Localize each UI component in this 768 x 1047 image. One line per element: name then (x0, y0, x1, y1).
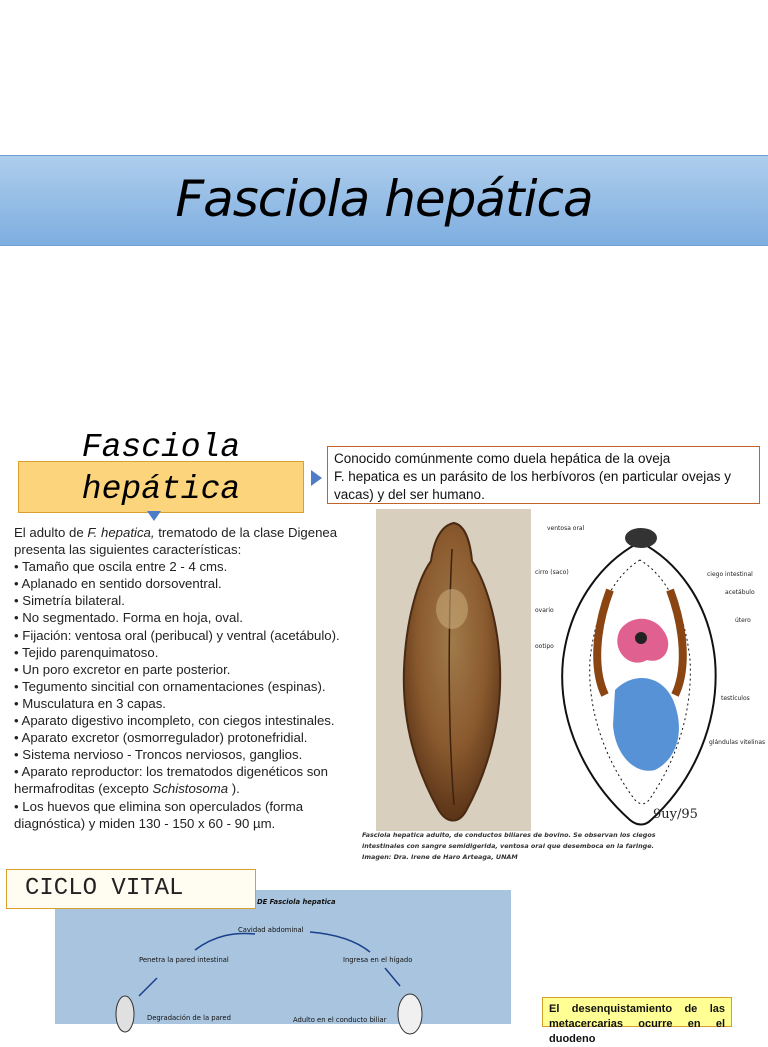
cycle-title: DE Fasciola hepatica (257, 898, 336, 906)
description-line1: Conocido comúnmente como duela hepática de la oveja (334, 451, 671, 466)
intro-text-a: El adulto de (14, 525, 88, 540)
label-oral-sucker: ventosa oral (547, 525, 585, 532)
feature-item: • Tamaño que oscila entre 2 - 4 cms. (14, 559, 228, 575)
life-cycle-diagram (55, 890, 511, 1024)
feature-item: • Tegumento sincitial con ornamentaciones (espinas). (14, 678, 326, 694)
cycle-heading: CICLO VITAL (6, 869, 256, 909)
feature-item: • Aparato excretor (osmorregulador) protonefridial. (14, 730, 308, 746)
feature-item: • Un poro excretor en parte posterior. (14, 661, 231, 677)
arrow-right-icon (311, 470, 322, 486)
excystation-note: El desenquistamiento de las metacercarias ocurre en el duodeno (542, 997, 732, 1027)
label-caecum: ciego intestinal (707, 571, 753, 578)
description-line2: F. hepatica es un parásito de los herbívoros (en particular ovejas y vacas) y del ser humano. (334, 469, 731, 502)
anatomy-illustration (535, 520, 765, 832)
title-band (0, 155, 768, 246)
features-intro (14, 524, 364, 558)
feature-item: • Sistema nervioso - Troncos nerviosos, ganglios. (14, 747, 303, 763)
label-ootype: ootipo (535, 643, 554, 650)
cycle-step-adulto: Adulto en el conducto biliar (293, 1016, 387, 1024)
intro-text-b: trematodo de la clase Digenea presenta las siguientes características: (14, 525, 338, 558)
label-vitelline: glándulas vitelinas (709, 739, 766, 746)
intro-species: F. hepatica, (87, 525, 155, 540)
label-uterus: útero (735, 617, 751, 624)
species-label-line2: hepática (81, 471, 241, 508)
label-testes: testículos (721, 695, 750, 702)
cycle-step-abdominal: Cavidad abdominal (238, 926, 304, 934)
feature-repro (14, 763, 364, 797)
label-ovary: ovario (535, 607, 554, 614)
feature-item: • Aparato digestivo incompleto, con ciegos intestinales. (14, 713, 335, 729)
diagram-signature: 9uy/95 (653, 807, 698, 822)
species-label-line1: Fasciola (81, 429, 241, 466)
fluke-photo (376, 509, 531, 831)
anatomy-diagram (535, 520, 765, 832)
cycle-arrows (55, 890, 511, 1024)
cycle-step-ingresa: Ingresa en el hígado (343, 956, 413, 964)
species-label (18, 427, 304, 511)
feature-item: • Tejido parenquimatoso. (14, 644, 159, 660)
repro-text-a: • Aparato reproductor: los trematodos digenéticos son hermafroditas (excepto (14, 764, 328, 797)
figure-caption: Fasciola hepatica adulto, de conductos biliares de bovino. Se observan los ciegos intestinales con sangre semidigerida, ventosa oral que desemboca en la faringe. Imagen: Dra. Irene de Haro Arteaga, UNAM (362, 831, 656, 861)
feature-item: • Fijación: ventosa oral (peribucal) y ventral (acetábulo). (14, 627, 340, 643)
label-cirrus: cirro (saco) (535, 569, 569, 576)
features-list (14, 524, 364, 832)
feature-item: • No segmentado. Forma en hoja, oval. (14, 610, 243, 626)
fluke-photo-illustration (376, 509, 531, 831)
feature-item: • Aplanado en sentido dorsoventral. (14, 576, 222, 592)
cycle-step-penetra: Penetra la pared intestinal (139, 956, 229, 964)
feature-eggs: • Los huevos que elimina son operculados (forma diagnóstica) y miden 130 - 150 x 60 - 90 µm. (14, 798, 304, 831)
feature-item: • Musculatura en 3 capas. (14, 695, 166, 711)
arrow-down-icon (147, 511, 161, 521)
repro-genus: Schistosoma (152, 781, 229, 797)
label-acetabulum: acetábulo (725, 589, 755, 596)
feature-item: • Simetría bilateral. (14, 593, 125, 609)
repro-text-b: ). (228, 781, 240, 797)
slide-title: Fasciola hepática (175, 170, 593, 228)
description-box (327, 446, 760, 504)
cycle-step-degradacion: Degradación de la pared (147, 1014, 231, 1022)
